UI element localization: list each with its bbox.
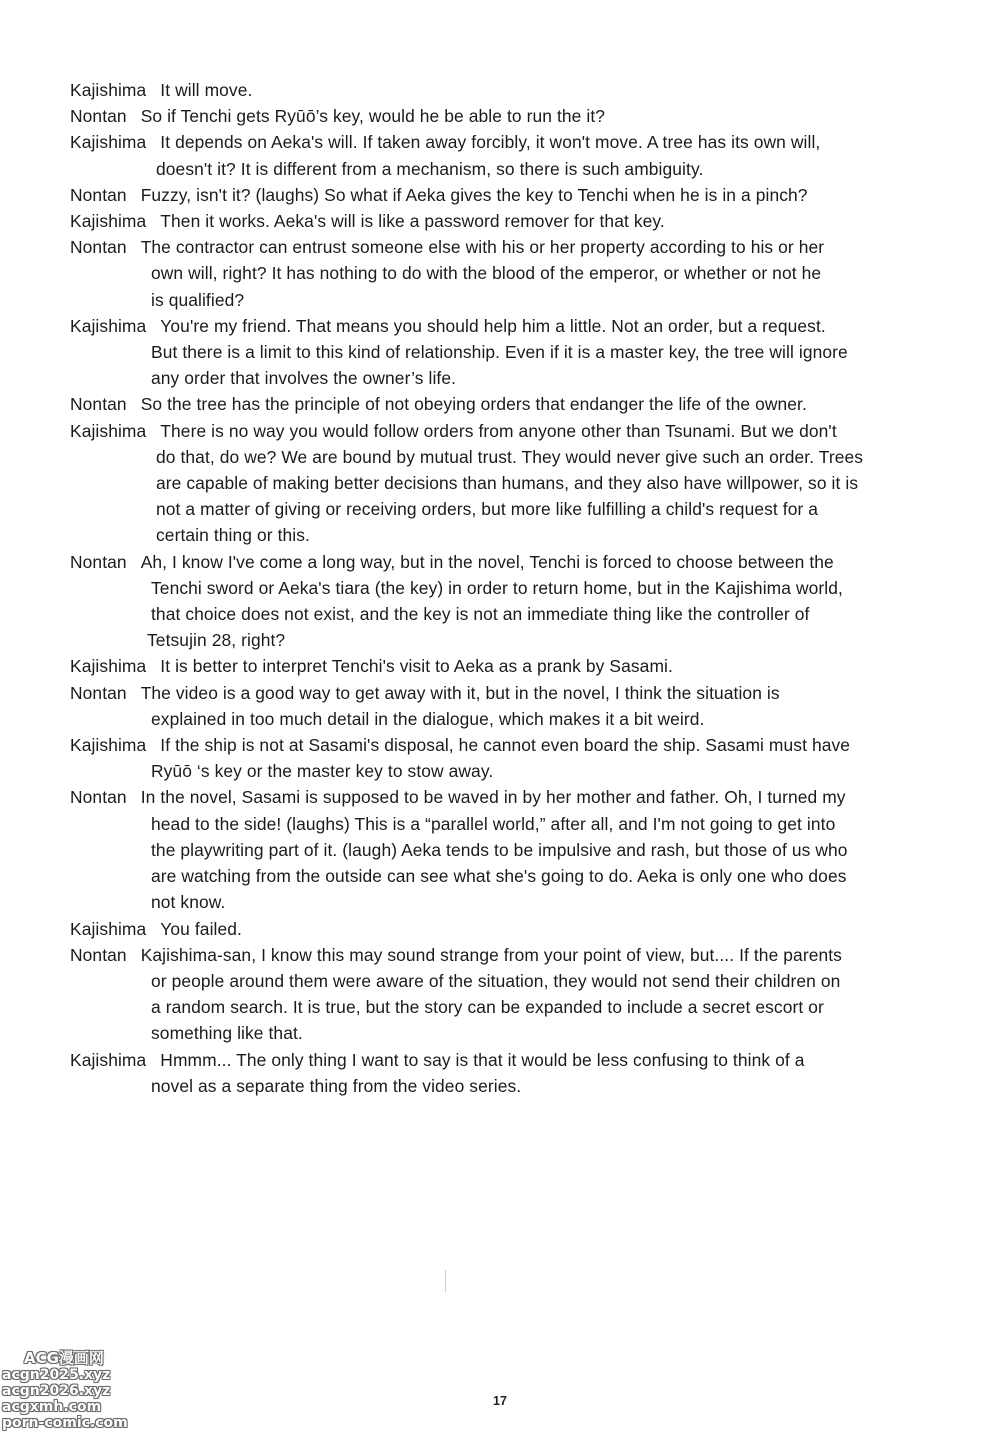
speaker-name: Kajishima <box>70 211 147 232</box>
dialogue-text: It is better to interpret Tenchi's visit to Aeka as a prank by Sasami. <box>160 656 673 677</box>
dialogue-text: any order that involves the owner’s life. <box>151 368 457 389</box>
dialogue-entry <box>70 653 955 679</box>
speaker-name: Kajishima <box>70 132 147 153</box>
watermark-line: ACG漫画网 <box>24 1349 104 1367</box>
dialogue-text: Ryūō ‘s key or the master key to stow away. <box>151 761 494 782</box>
speaker-name: Nontan <box>70 237 127 258</box>
dialogue-text: Ah, I know I've come a long way, but in the novel, Tenchi is forced to choose between the <box>140 551 834 572</box>
speaker-name: Kajishima <box>70 315 147 336</box>
dialogue-entry <box>70 784 955 915</box>
speaker-name: Kajishima <box>70 735 147 756</box>
dialogue-text: something like that. <box>151 1023 303 1044</box>
dialogue-entry <box>70 732 955 784</box>
dialogue-text: own will, right? It has nothing to do with the blood of the emperor, or whether or not he <box>151 263 822 284</box>
dialogue-entry <box>70 418 955 549</box>
dialogue-entry <box>70 234 955 313</box>
dialogue-text: certain thing or this. <box>156 525 310 546</box>
dialogue-text: not know. <box>151 892 226 913</box>
watermark-line: acgn2025.xyz <box>2 1367 111 1383</box>
dialogue-entry <box>70 208 955 234</box>
dialogue-text: Kajishima-san, I know this may sound strange from your point of view, but.... If the parents <box>140 944 842 965</box>
dialogue-text: The video is a good way to get away with it, but in the novel, I think the situation is <box>140 682 780 703</box>
dialogue-entry <box>70 1047 955 1099</box>
dialogue-text: Fuzzy, isn't it? (laughs) So what if Aeka gives the key to Tenchi when he is in a pinch? <box>140 184 808 205</box>
speaker-name: Nontan <box>70 184 127 205</box>
dialogue-text: are watching from the outside can see what she's going to do. Aeka is only one who does <box>151 866 847 887</box>
watermark-line: porn-comic.com <box>2 1415 128 1431</box>
dialogue-entry <box>70 549 955 654</box>
dialogue-entry <box>70 182 955 208</box>
dialogue-text: It depends on Aeka's will. If taken away forcibly, it won't move. A tree has its own will, <box>160 132 821 153</box>
dialogue-text: novel as a separate thing from the video series. <box>151 1075 522 1096</box>
dialogue-text: doesn't it? It is different from a mechanism, so there is such ambiguity. <box>156 158 704 179</box>
dialogue-text: If the ship is not at Sasami's disposal, he cannot even board the ship. Sasami must have <box>160 735 851 756</box>
speaker-name: Nontan <box>70 787 127 808</box>
dialogue-entry <box>70 391 955 417</box>
dialogue-entry <box>70 103 955 129</box>
page-number: 17 <box>493 1394 507 1408</box>
dialogue-text: But there is a limit to this kind of relationship. Even if it is a master key, the tree will ignore <box>151 342 848 363</box>
dialogue-text: Hmmm... The only thing I want to say is that it would be less confusing to think of a <box>160 1049 805 1070</box>
dialogue-text: not a matter of giving or receiving orders, but more like fulfilling a child's request for a <box>156 499 819 520</box>
dialogue-entry <box>70 129 955 181</box>
dialogue-entry <box>70 680 955 732</box>
dialogue-text: are capable of making better decisions than humans, and they also have willpower, so it is <box>156 473 859 494</box>
dialogue-text: the playwriting part of it. (laugh) Aeka tends to be impulsive and rash, but those of us who <box>151 839 848 860</box>
speaker-name: Nontan <box>70 106 127 127</box>
dialogue-text: Tenchi sword or Aeka's tiara (the key) in order to return home, but in the Kajishima world, <box>151 577 843 598</box>
dialogue-text: You're my friend. That means you should help him a little. Not an order, but a request. <box>160 315 826 336</box>
interview-transcript <box>70 77 955 1099</box>
dialogue-text: a random search. It is true, but the story can be expanded to include a secret escort or <box>151 997 824 1018</box>
dialogue-text: that choice does not exist, and the key is not an immediate thing like the controller of <box>151 604 810 625</box>
dialogue-text: Then it works. Aeka's will is like a password remover for that key. <box>160 211 665 232</box>
dialogue-entry <box>70 942 955 1047</box>
speaker-name: Nontan <box>70 944 127 965</box>
dialogue-text: So if Tenchi gets Ryūō’s key, would he be able to run the it? <box>140 106 606 127</box>
dialogue-text: In the novel, Sasami is supposed to be waved in by her mother and father. Oh, I turned my <box>140 787 846 808</box>
speaker-name: Kajishima <box>70 80 147 100</box>
speaker-name: Nontan <box>70 394 127 415</box>
dialogue-text: You failed. <box>160 918 242 939</box>
speaker-name: Kajishima <box>70 656 147 677</box>
scan-artifact <box>445 1270 446 1292</box>
speaker-name: Kajishima <box>70 918 147 939</box>
dialogue-text: head to the side! (laughs) This is a “parallel world,” after all, and I'm not going to get into <box>151 813 836 834</box>
speaker-name: Nontan <box>70 682 127 703</box>
dialogue-text: do that, do we? We are bound by mutual trust. They would never give such an order. Trees <box>156 446 864 467</box>
dialogue-text: is qualified? <box>151 289 245 310</box>
dialogue-text: There is no way you would follow orders from anyone other than Tsunami. But we don't <box>160 420 837 441</box>
dialogue-text: So the tree has the principle of not obeying orders that endanger the life of the owner. <box>140 394 807 415</box>
watermark-line: acgxmh.com <box>2 1399 102 1415</box>
dialogue-entry <box>70 77 955 103</box>
dialogue-text: It will move. <box>160 80 253 100</box>
dialogue-text: Tetsujin 28, right? <box>147 630 286 651</box>
dialogue-text: The contractor can entrust someone else with his or her property according to his or her <box>140 237 825 258</box>
speaker-name: Kajishima <box>70 1049 147 1070</box>
dialogue-text: or people around them were aware of the situation, they would not send their children on <box>151 970 841 991</box>
dialogue-text: explained in too much detail in the dialogue, which makes it a bit weird. <box>151 708 705 729</box>
speaker-name: Kajishima <box>70 420 147 441</box>
watermark-line: acgn2026.xyz <box>2 1383 111 1399</box>
speaker-name: Nontan <box>70 551 127 572</box>
dialogue-entry <box>70 916 955 942</box>
watermark <box>2 1350 128 1431</box>
dialogue-entry <box>70 313 955 392</box>
